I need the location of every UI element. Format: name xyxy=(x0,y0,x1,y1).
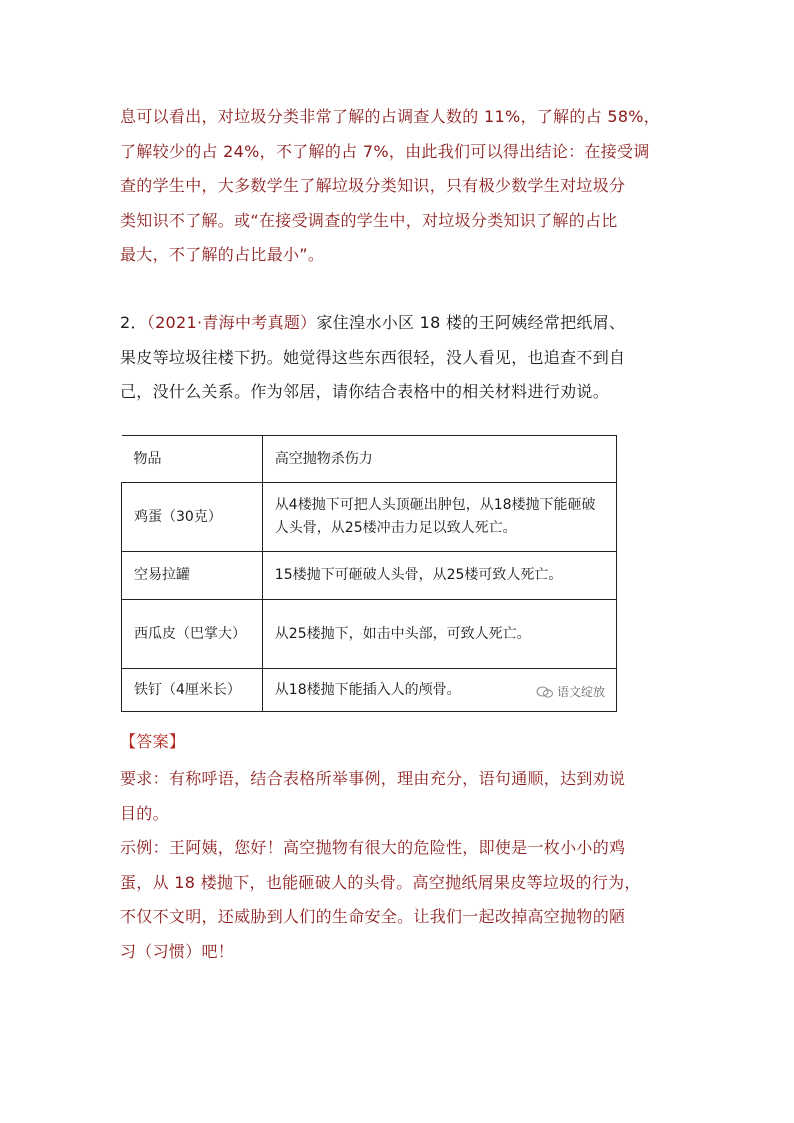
table-cell-effect: 从25楼抛下，如击中头部，可致人死亡。 xyxy=(262,600,616,669)
question-line xyxy=(120,306,680,341)
table-row xyxy=(122,483,617,552)
intro-line: 查的学生中，大多数学生了解垃圾分类知识，只有极少数学生对垃圾分 xyxy=(120,176,626,195)
intro-paragraph xyxy=(120,100,680,273)
table-cell-effect: 15楼抛下可砸破人头骨，从25楼可致人死亡。 xyxy=(262,552,616,600)
question-source: （2021·青海中考真题） xyxy=(146,313,317,332)
table-cell-item: 西瓜皮（巴掌大） xyxy=(122,600,263,669)
answer-line: 目的。 xyxy=(120,803,169,823)
table-row xyxy=(122,600,617,669)
intro-line: 类知识不了解。或“在接受调查的学生中，对垃圾分类知识了解的占比 xyxy=(120,210,618,230)
intro-line: 息可以看出，对垃圾分类非常了解的占调查人数的 11%，了解的占 58%， xyxy=(120,107,661,126)
question-line: 果皮等垃圾往楼下扔。她觉得这些东西很轻，没人看见，也追查不到自 xyxy=(120,347,626,367)
table-header-row xyxy=(122,436,617,483)
question-line: 己，没什么关系。作为邻居，请你结合表格中的相关材料进行劝说。 xyxy=(120,382,610,401)
answer-label: 【答案】 xyxy=(120,732,186,751)
table-cell-item: 空易拉罐 xyxy=(122,552,263,600)
answer-line: 不仅不文明，还威胁到人们的生命安全。让我们一起改掉高空抛物的陋 xyxy=(120,907,626,926)
table-header-cell: 物品 xyxy=(122,436,263,483)
watermark-text: 语文绽放 xyxy=(557,685,606,699)
answer-paragraph xyxy=(120,762,680,969)
table-row xyxy=(122,552,617,600)
wechat-icon xyxy=(536,686,554,698)
answer-line: 习（习惯）吧！ xyxy=(120,941,235,961)
question-line-rest: 家住湟水小区 18 楼的王阿姨经常把纸屑、 xyxy=(316,313,626,332)
answer-line: 示例：王阿姨，您好！高空抛物有很大的危险性，即使是一枚小小的鸡 xyxy=(120,838,626,857)
table-cell-item: 铁钉（4厘米长） xyxy=(122,669,263,712)
lethality-table xyxy=(121,435,617,712)
question-number: 2． xyxy=(120,313,147,332)
answer-line: 蛋，从 18 楼抛下，也能砸破人的头骨。高空抛纸屑果皮等垃圾的行为， xyxy=(120,872,641,892)
table-header-cell: 高空抛物杀伤力 xyxy=(262,436,616,483)
question-paragraph xyxy=(120,306,680,410)
table-cell-effect: 从4楼抛下可把人头顶砸出肿包，从18楼抛下能砸破人头骨，从25楼冲击力足以致人死亡。 xyxy=(262,483,616,552)
watermark xyxy=(536,683,605,700)
intro-line: 了解较少的占 24%，不了解的占 7%，由此我们可以得出结论：在接受调 xyxy=(120,141,650,161)
intro-line: 最大，不了解的占比最小”。 xyxy=(120,245,325,264)
answer-line: 要求：有称呼语，结合表格所举事例，理由充分，语句通顺，达到劝说 xyxy=(120,769,626,788)
table-cell-item: 鸡蛋（30克） xyxy=(122,483,263,552)
table-cell-effect: 从18楼抛下能插入人的颅骨。 xyxy=(262,669,616,712)
